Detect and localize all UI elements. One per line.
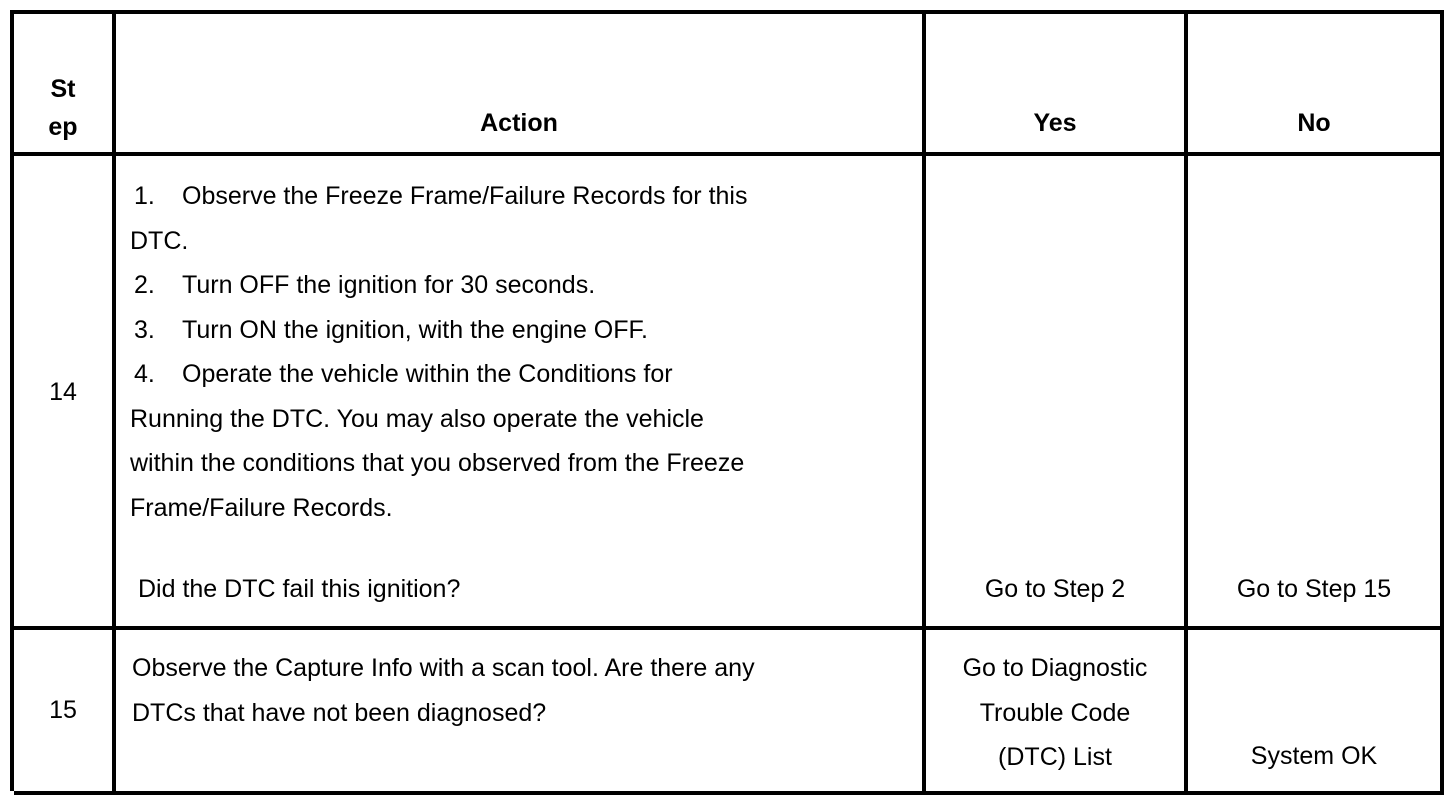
- header-step: [14, 14, 116, 156]
- action-line: Running the DTC. You may also operate the vehicle: [130, 404, 704, 433]
- action-line: Observe the Capture Info with a scan tool. Are there any: [132, 654, 755, 682]
- action-line: 3. Turn ON the ignition, with the engine OFF.: [134, 315, 648, 344]
- header-no-label: No: [1297, 109, 1331, 137]
- step-14-yes: [926, 156, 1188, 630]
- no-result: Go to Step 15: [1236, 575, 1392, 603]
- header-yes: [926, 14, 1188, 156]
- action-line: Frame/Failure Records.: [130, 493, 393, 522]
- step-number: 14: [49, 378, 77, 406]
- header-action: [116, 14, 926, 156]
- yes-result: [926, 646, 1184, 780]
- yes-line: (DTC) List: [998, 743, 1112, 771]
- yes-line: Go to Diagnostic: [962, 654, 1148, 682]
- header-step-line1: St: [50, 75, 76, 103]
- action-line: 1. Observe the Freeze Frame/Failure Records for this: [134, 182, 748, 210]
- action-line: 4. Operate the vehicle within the Conditions for: [134, 360, 673, 388]
- action-line: 2. Turn OFF the ignition for 30 seconds.: [134, 271, 596, 299]
- action-line: DTC.: [130, 226, 189, 255]
- step-14-cell: [14, 156, 116, 630]
- step-14-no: [1188, 156, 1444, 630]
- action-list: [130, 174, 912, 530]
- header-yes-label: Yes: [1033, 109, 1077, 137]
- action-line: DTCs that have not been diagnosed?: [132, 698, 547, 727]
- no-result: System OK: [1250, 742, 1378, 770]
- step-14-action: [116, 156, 926, 630]
- step-number: 15: [49, 696, 77, 724]
- action-question: Did the DTC fail this ignition?: [138, 575, 461, 603]
- header-step-line2: ep: [48, 113, 78, 141]
- step-15-no: [1188, 630, 1444, 795]
- yes-line: Trouble Code: [979, 698, 1131, 727]
- step-15-action: [116, 630, 926, 795]
- header-no: [1188, 14, 1444, 156]
- action-line: within the conditions that you observed from the Freeze: [130, 449, 745, 477]
- diagnostic-table: [10, 10, 1444, 791]
- header-action-label: Action: [480, 109, 558, 137]
- yes-result: Go to Step 2: [984, 575, 1126, 603]
- step-15-cell: [14, 630, 116, 795]
- step-15-yes: [926, 630, 1188, 795]
- action-text: [132, 646, 902, 735]
